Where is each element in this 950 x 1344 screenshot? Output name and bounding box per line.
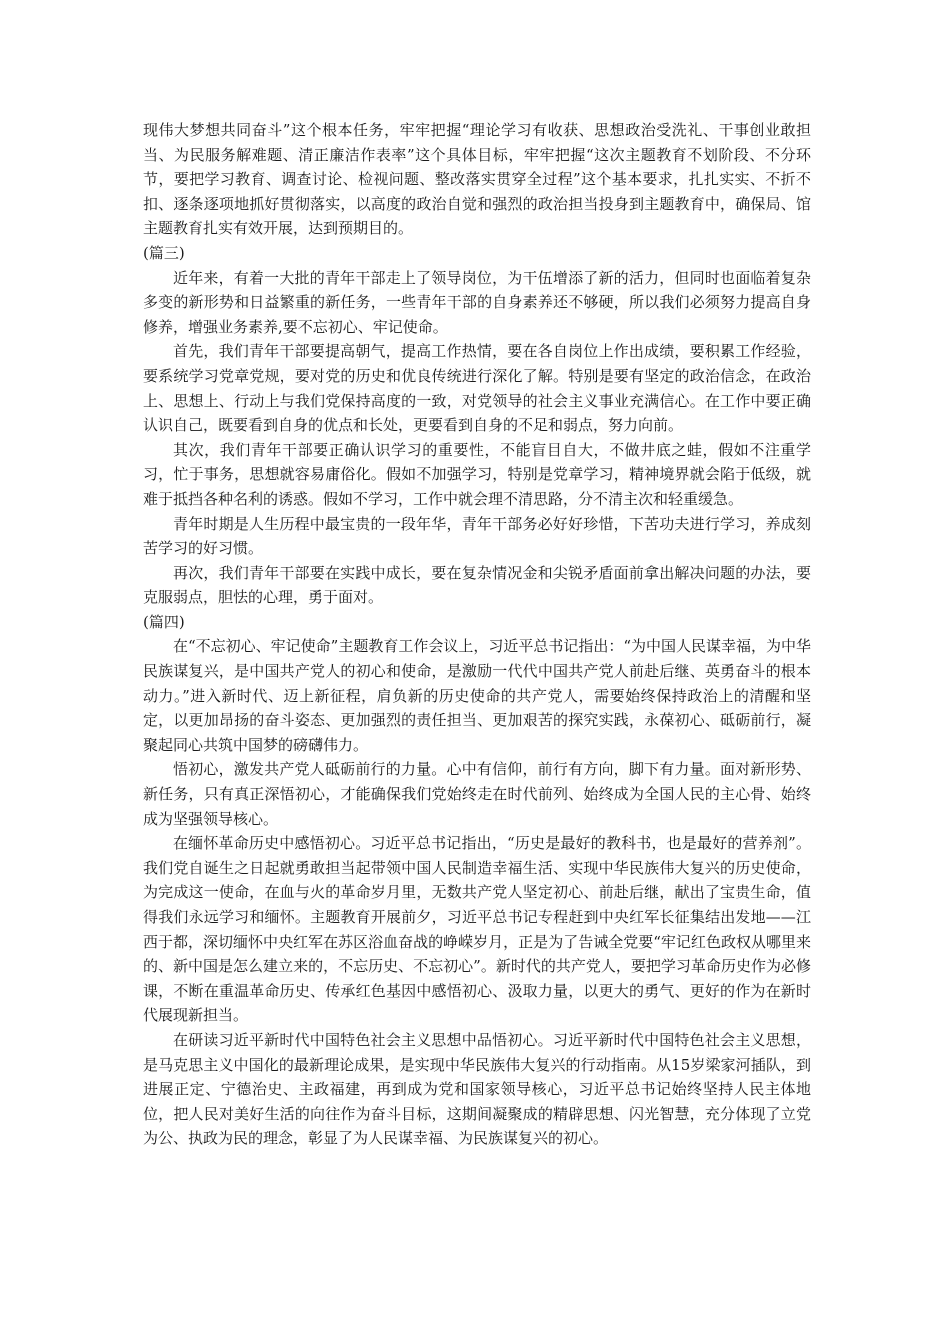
- paragraph: 在“不忘初心、牢记使命”主题教育工作会议上，习近平总书记指出：“为中国人民谋幸福，为中华民族谋复兴，是中国共产党人的初心和使命，是激励一代代中国共产党人前赴后继、英勇奋斗的根本动力。”进入新时代、迈上新征程，肩负新的历史使命的共产党人，需要始终保持政治上的清醒和坚定，以更加昂扬的奋斗姿态、更加强烈的责任担当、更加艰苦的探究实践，永葆初心、砥砺前行，凝聚起同心共筑中国梦的磅礴伟力。: [143, 637, 812, 754]
- paragraph: 青年时期是人生历程中最宝贵的一段年华，青年干部务必好好珍惜，下苦功夫进行学习，养成刻苦学习的好习惯。: [143, 514, 811, 558]
- section-heading-part-four: (篇四): [143, 612, 185, 631]
- paragraph: 其次，我们青年干部要正确认识学习的重要性，不能盲目自大，不做井底之蛙，假如不注重学习，忙于事务，思想就容易庸俗化。假如不加强学习，特别是党章学习，精神境界就会陷于低级，就难于抵挡各种名利的诱惑。假如不学习，工作中就会理不清思路，分不清主次和轻重缓急。: [143, 440, 811, 508]
- section-heading-part-three: (篇三): [143, 243, 185, 262]
- document-page: [143, 118, 811, 1151]
- paragraph: 悟初心，激发共产党人砥砺前行的力量。心中有信仰，前行有方向，脚下有力量。面对新形势、新任务，只有真正深悟初心，才能确保我们党始终走在时代前列、始终成为全国人民的主心骨、始终成为坚强领导核心。: [143, 760, 811, 828]
- paragraph: 近年来，有着一大批的青年干部走上了领导岗位，为干伍增添了新的活力，但同时也面临着复杂多变的新形势和日益繁重的新任务，一些青年干部的自身素养还不够硬，所以我们必须努力提高自身修养，增强业务素养,要不忘初心、牢记使命。: [143, 268, 811, 336]
- paragraph: 在缅怀革命历史中感悟初心。习近平总书记指出，“历史是最好的教科书，也是最好的营养剂”。我们党自诞生之日起就勇敢担当起带领中国人民制造幸福生活、实现中华民族伟大复兴的历史使命，为完成这一使命，在血与火的革命岁月里，无数共产党人坚定初心、前赴后继，献出了宝贵生命，值得我们永远学习和缅怀。主题教育开展前夕，习近平总书记专程赶到中央红军长征集结出发地——江西于都，深切缅怀中央红军在苏区浴血奋战的峥嵘岁月，正是为了告诫全党要“牢记红色政权从哪里来的、新中国是怎么建立来的，不忘历史、不忘初心”。新时代的共产党人，要把学习革命历史作为必修课，不断在重温革命历史、传承红色基因中感悟初心、汲取力量，以更大的勇气、更好的作为在新时代展现新担当。: [143, 834, 811, 1025]
- paragraph: 在研读习近平新时代中国特色社会主义思想中品悟初心。习近平新时代中国特色社会主义思想，是马克思主义中国化的最新理论成果，是实现中华民族伟大复兴的行动指南。从15岁梁家河插队，到进展正定、宁德治史、主政福建，再到成为党和国家领导核心，习近平总书记始终坚持人民主体地位，把人民对美好生活的向往作为奋斗目标，这期间凝聚成的精辟思想、闪光智慧，充分体现了立党为公、执政为民的理念，彰显了为人民谋幸福、为民族谋复兴的初心。: [143, 1030, 811, 1148]
- paragraph: 首先，我们青年干部要提高朝气，提高工作热情，要在各自岗位上作出成绩，要积累工作经验，要系统学习党章党规，要对党的历史和优良传统进行深化了解。特别是要有坚定的政治信念，在政治上、思想上、行动上与我们党保持高度的一致，对党领导的社会主义事业充满信心。在工作中要正确认识自己，既要看到自身的优点和长处，更要看到自身的不足和弱点，努力向前。: [143, 342, 811, 435]
- paragraph-continuation: 现伟大梦想共同奋斗”这个根本任务，牢牢把握“理论学习有收获、思想政治受洗礼、干事创业敢担当、为民服务解难题、清正廉洁作表率”这个具体目标，牢牢把握“这次主题教育不划阶段、不分环节，要把学习教育、调查讨论、检视问题、整改落实贯穿全过程”这个基本要求，扎扎实实、不折不扣、逐条逐项地抓好贯彻落实，以高度的政治自觉和强烈的政治担当投身到主题教育中，确保局、馆主题教育扎实有效开展，达到预期目的。: [143, 121, 811, 238]
- paragraph: 再次，我们青年干部要在实践中成长，要在复杂情况金和尖锐矛盾面前拿出解决问题的办法，要克服弱点，胆怯的心理，勇于面对。: [143, 563, 811, 607]
